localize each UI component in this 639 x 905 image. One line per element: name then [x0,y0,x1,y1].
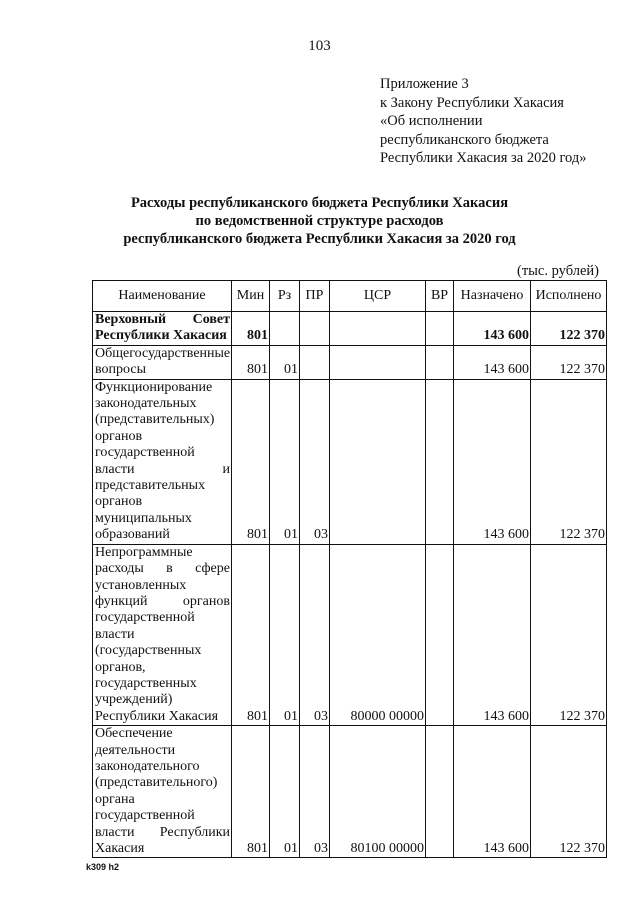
row-rz: 01 [270,544,300,725]
appendix-line: «Об исполнении [380,113,483,129]
row-name: Непрограммные расходы в сфере установленных функций органов государственной власти (государственных органов, государственных учреждений) Республики Хакасия [93,544,232,725]
appendix-line: республиканского бюджета [380,131,549,148]
table-row [93,544,607,725]
row-name: Обеспечение деятельности законодательного (представительного) органа государственной власти Республики Хакасия [93,726,232,858]
row-rz [270,312,300,346]
header-name: Наименование [93,281,232,312]
row-min: 801 [232,726,270,858]
row-min: 801 [232,379,270,544]
row-csr [330,312,426,346]
table-header-row [93,281,607,312]
row-name: Верховный Совет Республики Хакасия [93,312,232,346]
row-rz: 01 [270,379,300,544]
row-rz: 01 [270,726,300,858]
table-row [93,726,607,858]
row-vr [426,726,454,858]
row-csr: 80100 00000 [330,726,426,858]
row-executed: 122 370 [531,726,607,858]
table-row [93,379,607,544]
header-vr: ВР [426,281,454,312]
title-line: республиканского бюджета Республики Хакасия за 2020 год [123,231,516,247]
row-executed: 122 370 [531,544,607,725]
table-row [93,345,607,379]
row-csr: 80000 00000 [330,544,426,725]
appendix-line: к Закону Республики Хакасия [380,94,564,111]
row-csr [330,379,426,544]
row-planned: 143 600 [454,726,531,858]
header-min: Мин [232,281,270,312]
row-planned: 143 600 [454,312,531,346]
row-csr [330,345,426,379]
header-rz: Рз [270,281,300,312]
row-planned: 143 600 [454,345,531,379]
row-pr: 03 [300,379,330,544]
row-executed: 122 370 [531,379,607,544]
row-name: Функционирование законодательных (представительных) органов государственной власти и представительных органов муниципальных образований [93,379,232,544]
page-number: 103 [308,38,331,54]
row-planned: 143 600 [454,379,531,544]
header-executed: Исполнено [531,281,607,312]
title-line: Расходы республиканского бюджета Республики Хакасия [130,195,509,211]
row-pr [300,345,330,379]
row-min: 801 [232,312,270,346]
footer-code: k309 h2 [86,862,120,872]
header-pr: ПР [300,281,330,312]
appendix-line: Приложение 3 [380,76,469,92]
appendix-note [380,75,586,168]
appendix-line: Республики Хакасия за 2020 год» [380,150,587,166]
row-vr [426,544,454,725]
row-vr [426,379,454,544]
row-pr: 03 [300,726,330,858]
row-name: Общегосударственные вопросы [93,345,232,379]
row-executed: 122 370 [531,312,607,346]
document-title [0,194,639,248]
row-min: 801 [232,544,270,725]
row-vr [426,345,454,379]
expenditure-table [92,280,607,858]
table-row [93,312,607,346]
row-pr: 03 [300,544,330,725]
units-label: (тыс. рублей) [517,263,599,279]
title-line: по ведомственной структуре расходов [195,213,444,229]
row-planned: 143 600 [454,544,531,725]
header-planned: Назначено [454,281,531,312]
row-executed: 122 370 [531,345,607,379]
row-rz: 01 [270,345,300,379]
row-min: 801 [232,345,270,379]
header-csr: ЦСР [330,281,426,312]
row-pr [300,312,330,346]
row-vr [426,312,454,346]
